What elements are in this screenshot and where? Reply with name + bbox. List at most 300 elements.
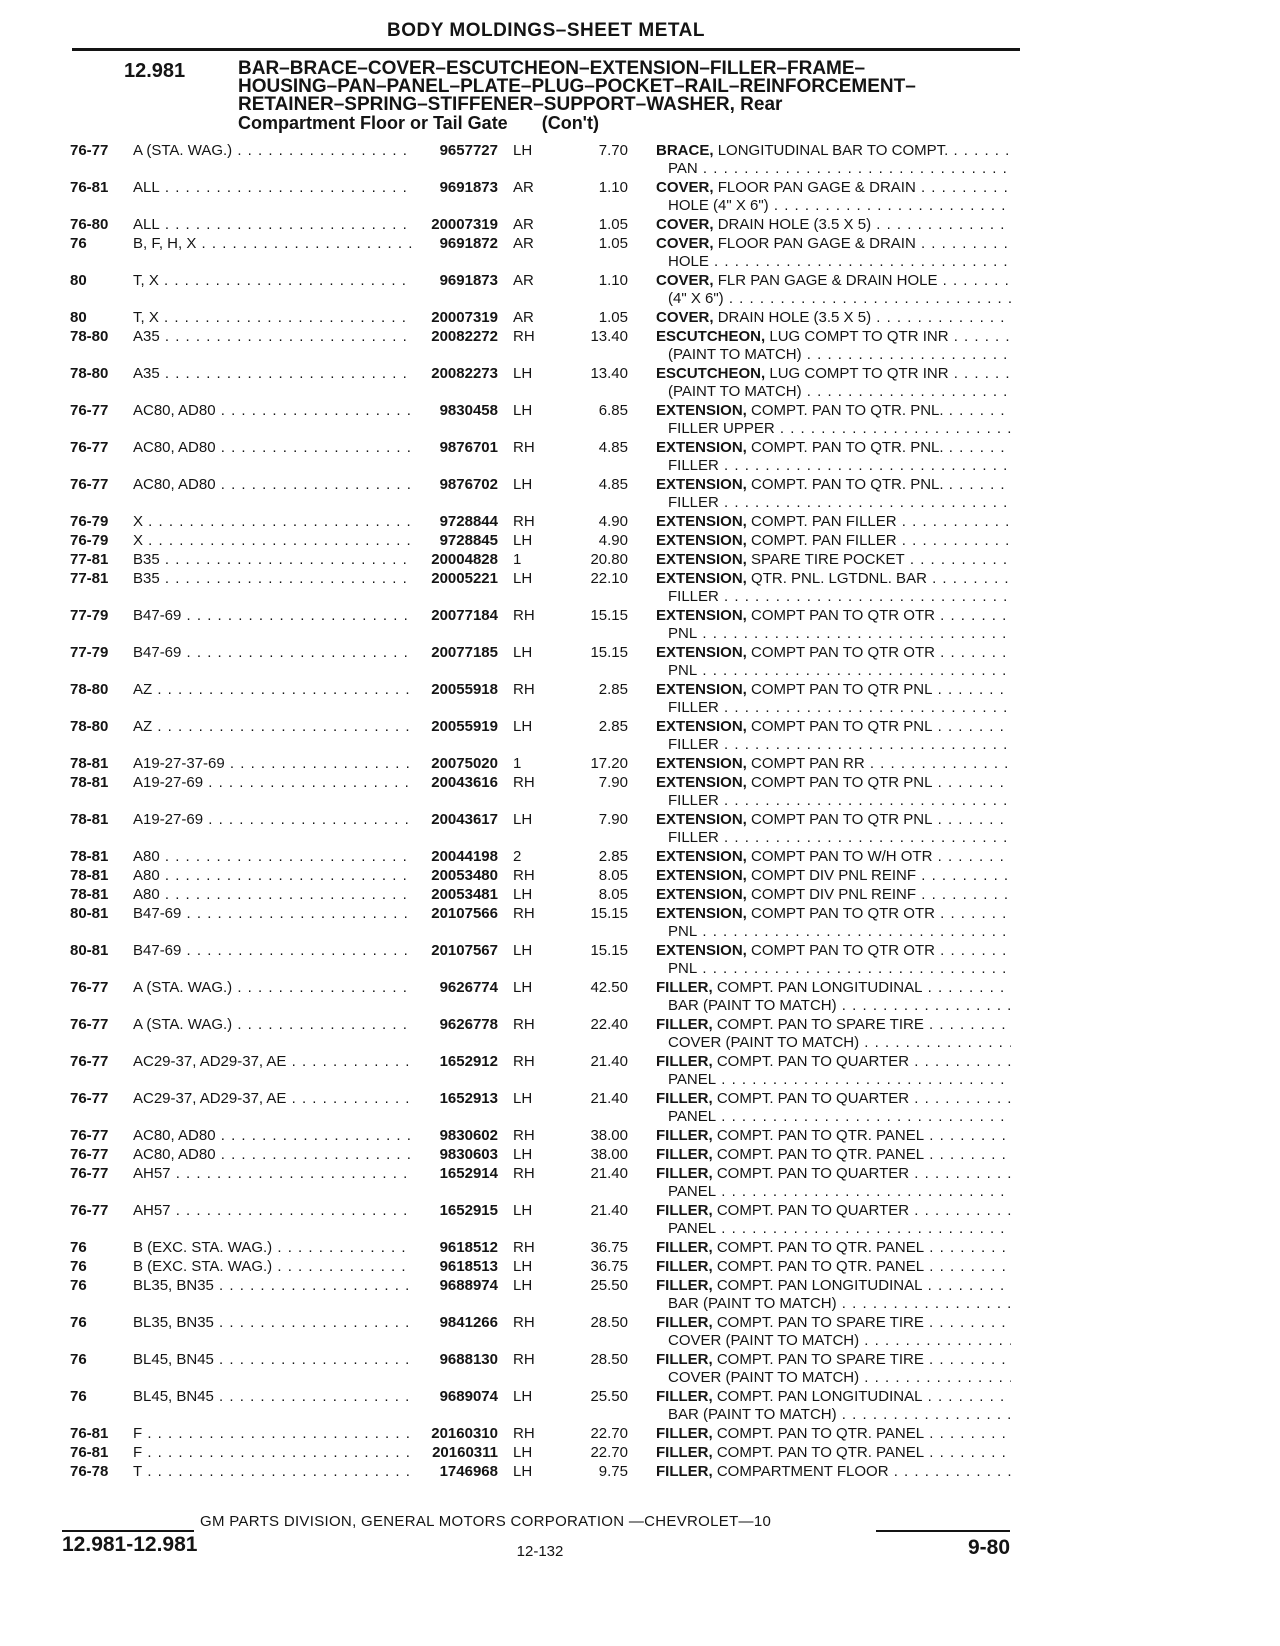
part-description	[656, 216, 1011, 234]
side-code: AR	[513, 235, 534, 252]
year-range: 78-80	[70, 718, 109, 735]
description-text: COMPT. PAN TO QTR. PANEL	[716, 1127, 925, 1144]
header-rule	[72, 48, 1020, 51]
description-text: BAR (PAINT TO MATCH)	[668, 1406, 837, 1423]
side-code: RH	[513, 513, 535, 530]
part-name: FILLER,	[656, 1146, 713, 1163]
price: 38.00	[590, 1127, 628, 1144]
year-range: 76-77	[70, 1127, 109, 1144]
part-row	[0, 309, 1280, 328]
description-text: COMPT. PAN TO QTR. PANEL	[716, 1444, 925, 1461]
side-code: RH	[513, 905, 535, 922]
side-code: RH	[513, 1314, 535, 1331]
description-text: COVER (PAINT TO MATCH)	[668, 1369, 860, 1386]
part-number: 20077185	[431, 644, 498, 661]
side-code: LH	[513, 942, 533, 959]
part-row	[0, 365, 1280, 402]
description-text: (PAINT TO MATCH)	[668, 383, 802, 400]
model-code: AC80, AD80 . . .	[133, 1146, 413, 1164]
description-line	[656, 1258, 1011, 1276]
description-text: COMPT. PAN LONGITUDINAL	[716, 1277, 923, 1294]
year-range: 78-81	[70, 848, 109, 865]
description-text: PNL	[668, 960, 698, 977]
part-number: 20082272	[431, 328, 498, 345]
description-text: COMPT PAN TO QTR OTR	[751, 905, 935, 922]
description-text: COMPT. PAN TO QUARTER	[716, 1053, 910, 1070]
year-range: 77-81	[70, 551, 109, 568]
side-code: RH	[513, 1239, 535, 1256]
part-name: FILLER,	[656, 1090, 713, 1107]
year-range: 76-77	[70, 1090, 109, 1107]
price: 13.40	[590, 365, 628, 382]
description-text: FILLER	[668, 736, 719, 753]
parts-list	[0, 142, 1280, 1482]
description-text: HOLE (4" X 6")	[668, 197, 769, 214]
description-line	[656, 848, 1011, 866]
part-row	[0, 179, 1280, 216]
year-range: 78-80	[70, 365, 109, 382]
part-number: 20160311	[432, 1444, 498, 1461]
description-text: FILLER	[668, 699, 719, 716]
part-name: EXTENSION,	[656, 607, 747, 624]
side-code: RH	[513, 681, 535, 698]
part-row	[0, 774, 1280, 811]
part-number: 20004828	[431, 551, 498, 568]
description-line	[656, 811, 1011, 829]
year-range: 80	[70, 309, 87, 326]
description-line	[656, 402, 1011, 420]
model-code: A (STA. WAG.) . . .	[133, 142, 413, 160]
part-number: 9830602	[439, 1127, 498, 1144]
part-row	[0, 272, 1280, 309]
part-name: FILLER,	[656, 1202, 713, 1219]
price: 17.20	[590, 755, 628, 772]
part-row	[0, 551, 1280, 570]
part-name: COVER,	[656, 179, 714, 196]
description-line	[656, 365, 1011, 383]
description-text: COMPT. PAN TO QTR. PANEL	[716, 1258, 925, 1275]
description-text: LUG COMPT TO QTR INR	[769, 328, 949, 345]
date-code: 9-80	[967, 1536, 1010, 1559]
model-code: BL45, BN45 . . .	[133, 1388, 413, 1406]
model-code: T, X . . .	[133, 272, 413, 290]
part-row	[0, 1202, 1280, 1239]
year-range: 78-80	[70, 681, 109, 698]
description-line	[656, 755, 1011, 773]
part-description	[656, 774, 1011, 810]
model-code: X . . .	[133, 532, 413, 550]
part-name: EXTENSION,	[656, 402, 747, 419]
model-code: B35 . . .	[133, 570, 413, 588]
description-text: COMPT. PAN TO QUARTER	[716, 1165, 910, 1182]
description-text: COMPT. PAN LONGITUDINAL	[716, 1388, 923, 1405]
description-text: COMPT DIV PNL REINF	[751, 886, 917, 903]
part-number: 9691873	[439, 179, 498, 196]
description-line	[656, 1034, 1011, 1052]
description-text: COMPT PAN TO QTR PNL	[751, 774, 933, 791]
part-row	[0, 513, 1280, 532]
description-line	[656, 905, 1011, 923]
part-description	[656, 309, 1011, 327]
year-range: 80-81	[70, 905, 109, 922]
part-description	[656, 905, 1011, 941]
part-name: EXTENSION,	[656, 811, 747, 828]
part-row	[0, 681, 1280, 718]
price: 1.05	[598, 216, 628, 233]
model-code: A19-27-69 . . .	[133, 811, 413, 829]
description-line	[656, 309, 1011, 327]
section-title: BODY MOLDINGS–SHEET METAL	[387, 20, 705, 41]
part-row	[0, 1053, 1280, 1090]
description-text: COMPT PAN TO QTR OTR	[751, 644, 935, 661]
description-text: COMPT. PAN LONGITUDINAL	[716, 979, 923, 996]
part-description	[656, 848, 1011, 866]
description-line	[656, 1108, 1011, 1126]
part-name: FILLER,	[656, 1444, 713, 1461]
year-range: 76-77	[70, 142, 109, 159]
year-range: 76	[70, 235, 87, 252]
description-line	[656, 253, 1011, 271]
side-code: RH	[513, 439, 535, 456]
part-description	[656, 551, 1011, 569]
model-code: A80 . . .	[133, 848, 413, 866]
part-number: 9876702	[439, 476, 498, 493]
price: 21.40	[590, 1053, 628, 1070]
model-code: ALL . . .	[133, 216, 413, 234]
side-code: LH	[513, 811, 533, 828]
model-code: X . . .	[133, 513, 413, 531]
description-line	[656, 681, 1011, 699]
description-line	[656, 290, 1011, 308]
part-description	[656, 402, 1011, 438]
side-code: LH	[513, 979, 533, 996]
part-description	[656, 476, 1011, 512]
description-text: SPARE TIRE POCKET	[751, 551, 905, 568]
description-text: COMPT PAN TO QTR OTR	[751, 942, 935, 959]
footer-division-text: GM PARTS DIVISION, GENERAL MOTORS CORPORATION —CHEVROLET—10	[200, 1513, 772, 1530]
description-text: DRAIN HOLE (3.5 X 5)	[717, 216, 872, 233]
description-text: COMPT. PAN TO QUARTER	[716, 1090, 910, 1107]
part-row	[0, 644, 1280, 681]
description-text: PNL	[668, 923, 698, 940]
part-row	[0, 1425, 1280, 1444]
part-number: 20007319	[431, 216, 498, 233]
price: 7.70	[598, 142, 628, 159]
price: 1.05	[598, 309, 628, 326]
price: 22.70	[590, 1444, 628, 1461]
description-line	[656, 1239, 1011, 1257]
part-row	[0, 1314, 1280, 1351]
description-line	[656, 513, 1011, 531]
description-line	[656, 494, 1011, 512]
year-range: 76-77	[70, 1165, 109, 1182]
part-description	[656, 1165, 1011, 1201]
side-code: LH	[513, 1388, 533, 1405]
part-name: FILLER,	[656, 1277, 713, 1294]
part-number: 9691873	[439, 272, 498, 289]
side-code: RH	[513, 867, 535, 884]
year-range: 76	[70, 1277, 87, 1294]
description-line	[656, 960, 1011, 978]
side-code: RH	[513, 1351, 535, 1368]
price: 21.40	[590, 1165, 628, 1182]
description-line	[656, 1220, 1011, 1238]
description-text: PANEL	[668, 1183, 717, 1200]
part-name: EXTENSION,	[656, 476, 747, 493]
price: 15.15	[590, 905, 628, 922]
description-text: COMPT. PAN TO QTR. PNL.	[751, 402, 944, 419]
part-name: ESCUTCHEON,	[656, 328, 766, 345]
part-number: 20053480	[431, 867, 498, 884]
part-number: 9626774	[439, 979, 498, 996]
description-line	[656, 1146, 1011, 1164]
year-range: 76-77	[70, 1202, 109, 1219]
year-range: 76-77	[70, 439, 109, 456]
part-row	[0, 1463, 1280, 1482]
part-number: 20055918	[431, 681, 498, 698]
description-text: COMPT. PAN TO SPARE TIRE	[716, 1351, 924, 1368]
part-number: 9876701	[439, 439, 498, 456]
description-line	[656, 216, 1011, 234]
part-name: EXTENSION,	[656, 439, 747, 456]
part-description	[656, 328, 1011, 364]
continued-marker: (Con't)	[541, 113, 599, 133]
model-code: AZ . . .	[133, 681, 413, 699]
description-line	[656, 1071, 1011, 1089]
description-text: COMPT. PAN TO QTR. PANEL	[716, 1146, 925, 1163]
part-name: FILLER,	[656, 1351, 713, 1368]
part-number: 9688130	[439, 1351, 498, 1368]
part-name: EXTENSION,	[656, 513, 747, 530]
part-row	[0, 402, 1280, 439]
part-description	[656, 644, 1011, 680]
side-code: 1	[513, 551, 522, 568]
part-description	[656, 513, 1011, 531]
price: 25.50	[590, 1277, 628, 1294]
year-range: 76-77	[70, 402, 109, 419]
model-code: AC29-37, AD29-37, AE . . .	[133, 1053, 413, 1071]
price: 22.70	[590, 1425, 628, 1442]
description-text: DRAIN HOLE (3.5 X 5)	[717, 309, 872, 326]
description-line	[656, 570, 1011, 588]
description-text: COMPT. PAN TO QTR. PANEL	[716, 1425, 925, 1442]
side-code: RH	[513, 1053, 535, 1070]
model-code: B47-69 . . .	[133, 607, 413, 625]
part-description	[656, 235, 1011, 271]
part-name: EXTENSION,	[656, 848, 747, 865]
part-description	[656, 886, 1011, 904]
description-text: HOLE	[668, 253, 709, 270]
year-range: 76	[70, 1388, 87, 1405]
part-description	[656, 811, 1011, 847]
model-code: B47-69 . . .	[133, 644, 413, 662]
part-row	[0, 1258, 1280, 1277]
side-code: LH	[513, 570, 533, 587]
model-code: A (STA. WAG.) . . .	[133, 1016, 413, 1034]
description-text: PANEL	[668, 1071, 717, 1088]
part-number: 1746968	[439, 1463, 498, 1480]
side-code: LH	[513, 1202, 533, 1219]
model-code: AH57 . . .	[133, 1202, 413, 1220]
year-range: 80	[70, 272, 87, 289]
part-number: 9626778	[439, 1016, 498, 1033]
year-range: 76	[70, 1258, 87, 1275]
description-text: COMPT. PAN FILLER	[751, 513, 897, 530]
part-description	[656, 1146, 1011, 1164]
model-code: AC29-37, AD29-37, AE . . .	[133, 1090, 413, 1108]
part-description	[656, 1351, 1011, 1387]
description-text: COMPT PAN TO QTR PNL	[751, 811, 933, 828]
description-text: BAR (PAINT TO MATCH)	[668, 1295, 837, 1312]
description-text: COMPT PAN TO QTR OTR	[751, 607, 935, 624]
part-description	[656, 570, 1011, 606]
model-code: F . . .	[133, 1425, 413, 1443]
part-number: 9691872	[439, 235, 498, 252]
price: 36.75	[590, 1239, 628, 1256]
description-text: LONGITUDINAL BAR TO COMPT.	[717, 142, 949, 159]
side-code: RH	[513, 1127, 535, 1144]
side-code: LH	[513, 718, 533, 735]
part-number: 9689074	[439, 1388, 498, 1405]
part-number: 9830603	[439, 1146, 498, 1163]
part-number: 20160310	[431, 1425, 498, 1442]
side-code: RH	[513, 774, 535, 791]
year-range: 76	[70, 1239, 87, 1256]
description-text: (PAINT TO MATCH)	[668, 346, 802, 363]
model-code: B (EXC. STA. WAG.) . . .	[133, 1239, 413, 1257]
part-name: FILLER,	[656, 1053, 713, 1070]
side-code: LH	[513, 644, 533, 661]
description-line	[656, 829, 1011, 847]
part-number: 1652912	[439, 1053, 498, 1070]
model-code: B47-69 . . .	[133, 905, 413, 923]
part-row	[0, 476, 1280, 513]
description-text: COVER (PAINT TO MATCH)	[668, 1034, 860, 1051]
part-description	[656, 1425, 1011, 1443]
part-name: EXTENSION,	[656, 755, 747, 772]
description-text: COMPT. PAN TO SPARE TIRE	[716, 1314, 924, 1331]
description-line	[656, 588, 1011, 606]
part-description	[656, 867, 1011, 885]
price: 7.90	[598, 811, 628, 828]
part-row	[0, 1016, 1280, 1053]
part-name: FILLER,	[656, 1127, 713, 1144]
part-number: 20044198	[431, 848, 498, 865]
price: 25.50	[590, 1388, 628, 1405]
part-number: 20043616	[431, 774, 498, 791]
part-description	[656, 1127, 1011, 1145]
part-number: 9618512	[439, 1239, 498, 1256]
year-range: 76-81	[70, 179, 109, 196]
description-text: COMPT DIV PNL REINF	[751, 867, 917, 884]
year-range: 76-79	[70, 532, 109, 549]
side-code: 1	[513, 755, 522, 772]
part-description	[656, 1016, 1011, 1052]
part-number: 9618513	[439, 1258, 498, 1275]
description-line	[656, 476, 1011, 494]
price: 2.85	[598, 848, 628, 865]
description-line	[656, 1295, 1011, 1313]
part-number: 20082273	[431, 365, 498, 382]
description-line	[656, 1463, 1011, 1481]
description-text: FILLER	[668, 494, 719, 511]
side-code: LH	[513, 1277, 533, 1294]
part-number: 20107566	[431, 905, 498, 922]
model-code: A (STA. WAG.) . . .	[133, 979, 413, 997]
price: 1.05	[598, 235, 628, 252]
part-number: 9688974	[439, 1277, 498, 1294]
description-line	[656, 197, 1011, 215]
description-line	[656, 644, 1011, 662]
model-code: T . . .	[133, 1463, 413, 1481]
year-range: 76-77	[70, 476, 109, 493]
part-row	[0, 886, 1280, 905]
part-row	[0, 1239, 1280, 1258]
part-row	[0, 570, 1280, 607]
model-code: B, F, H, X . . .	[133, 235, 413, 253]
description-text: PNL	[668, 625, 698, 642]
part-row	[0, 235, 1280, 272]
description-text: COMPT. PAN TO SPARE TIRE	[716, 1016, 924, 1033]
side-code: 2	[513, 848, 522, 865]
description-text: COMPT PAN RR	[751, 755, 865, 772]
description-text: COMPT PAN TO QTR PNL	[751, 681, 933, 698]
part-number: 1652913	[439, 1090, 498, 1107]
description-line	[656, 1314, 1011, 1332]
side-code: LH	[513, 1090, 533, 1107]
part-row	[0, 439, 1280, 476]
description-text: COMPT PAN TO QTR PNL	[751, 718, 933, 735]
side-code: LH	[513, 1463, 533, 1480]
year-range: 76	[70, 1351, 87, 1368]
model-code: A35 . . .	[133, 328, 413, 346]
part-name: EXTENSION,	[656, 718, 747, 735]
year-range: 76-77	[70, 1146, 109, 1163]
description-text: COVER (PAINT TO MATCH)	[668, 1332, 860, 1349]
side-code: LH	[513, 1258, 533, 1275]
part-name: FILLER,	[656, 979, 713, 996]
group-number: 12.981	[124, 60, 186, 82]
price: 8.05	[598, 867, 628, 884]
part-description	[656, 365, 1011, 401]
side-code: AR	[513, 272, 534, 289]
side-code: AR	[513, 216, 534, 233]
description-line	[656, 979, 1011, 997]
year-range: 78-80	[70, 328, 109, 345]
price: 7.90	[598, 774, 628, 791]
part-name: EXTENSION,	[656, 551, 747, 568]
part-description	[656, 755, 1011, 773]
year-range: 76-77	[70, 1016, 109, 1033]
part-description	[656, 179, 1011, 215]
description-text: PANEL	[668, 1108, 717, 1125]
price: 36.75	[590, 1258, 628, 1275]
description-text: COMPT PAN TO W/H OTR	[751, 848, 933, 865]
side-code: LH	[513, 402, 533, 419]
description-text: COMPARTMENT FLOOR	[716, 1463, 889, 1480]
part-description	[656, 1463, 1011, 1481]
description-line	[656, 1369, 1011, 1387]
part-name: EXTENSION,	[656, 570, 747, 587]
part-number: 20107567	[431, 942, 498, 959]
description-text: (4" X 6")	[668, 290, 724, 307]
description-text: COMPT. PAN TO QUARTER	[716, 1202, 910, 1219]
group-range: 12.981-12.981	[62, 1533, 198, 1556]
group-title-line: BAR–BRACE–COVER–ESCUTCHEON–EXTENSION–FILLER–FRAME–	[238, 58, 866, 79]
year-range: 78-81	[70, 886, 109, 903]
description-line	[656, 1183, 1011, 1201]
price: 42.50	[590, 979, 628, 996]
